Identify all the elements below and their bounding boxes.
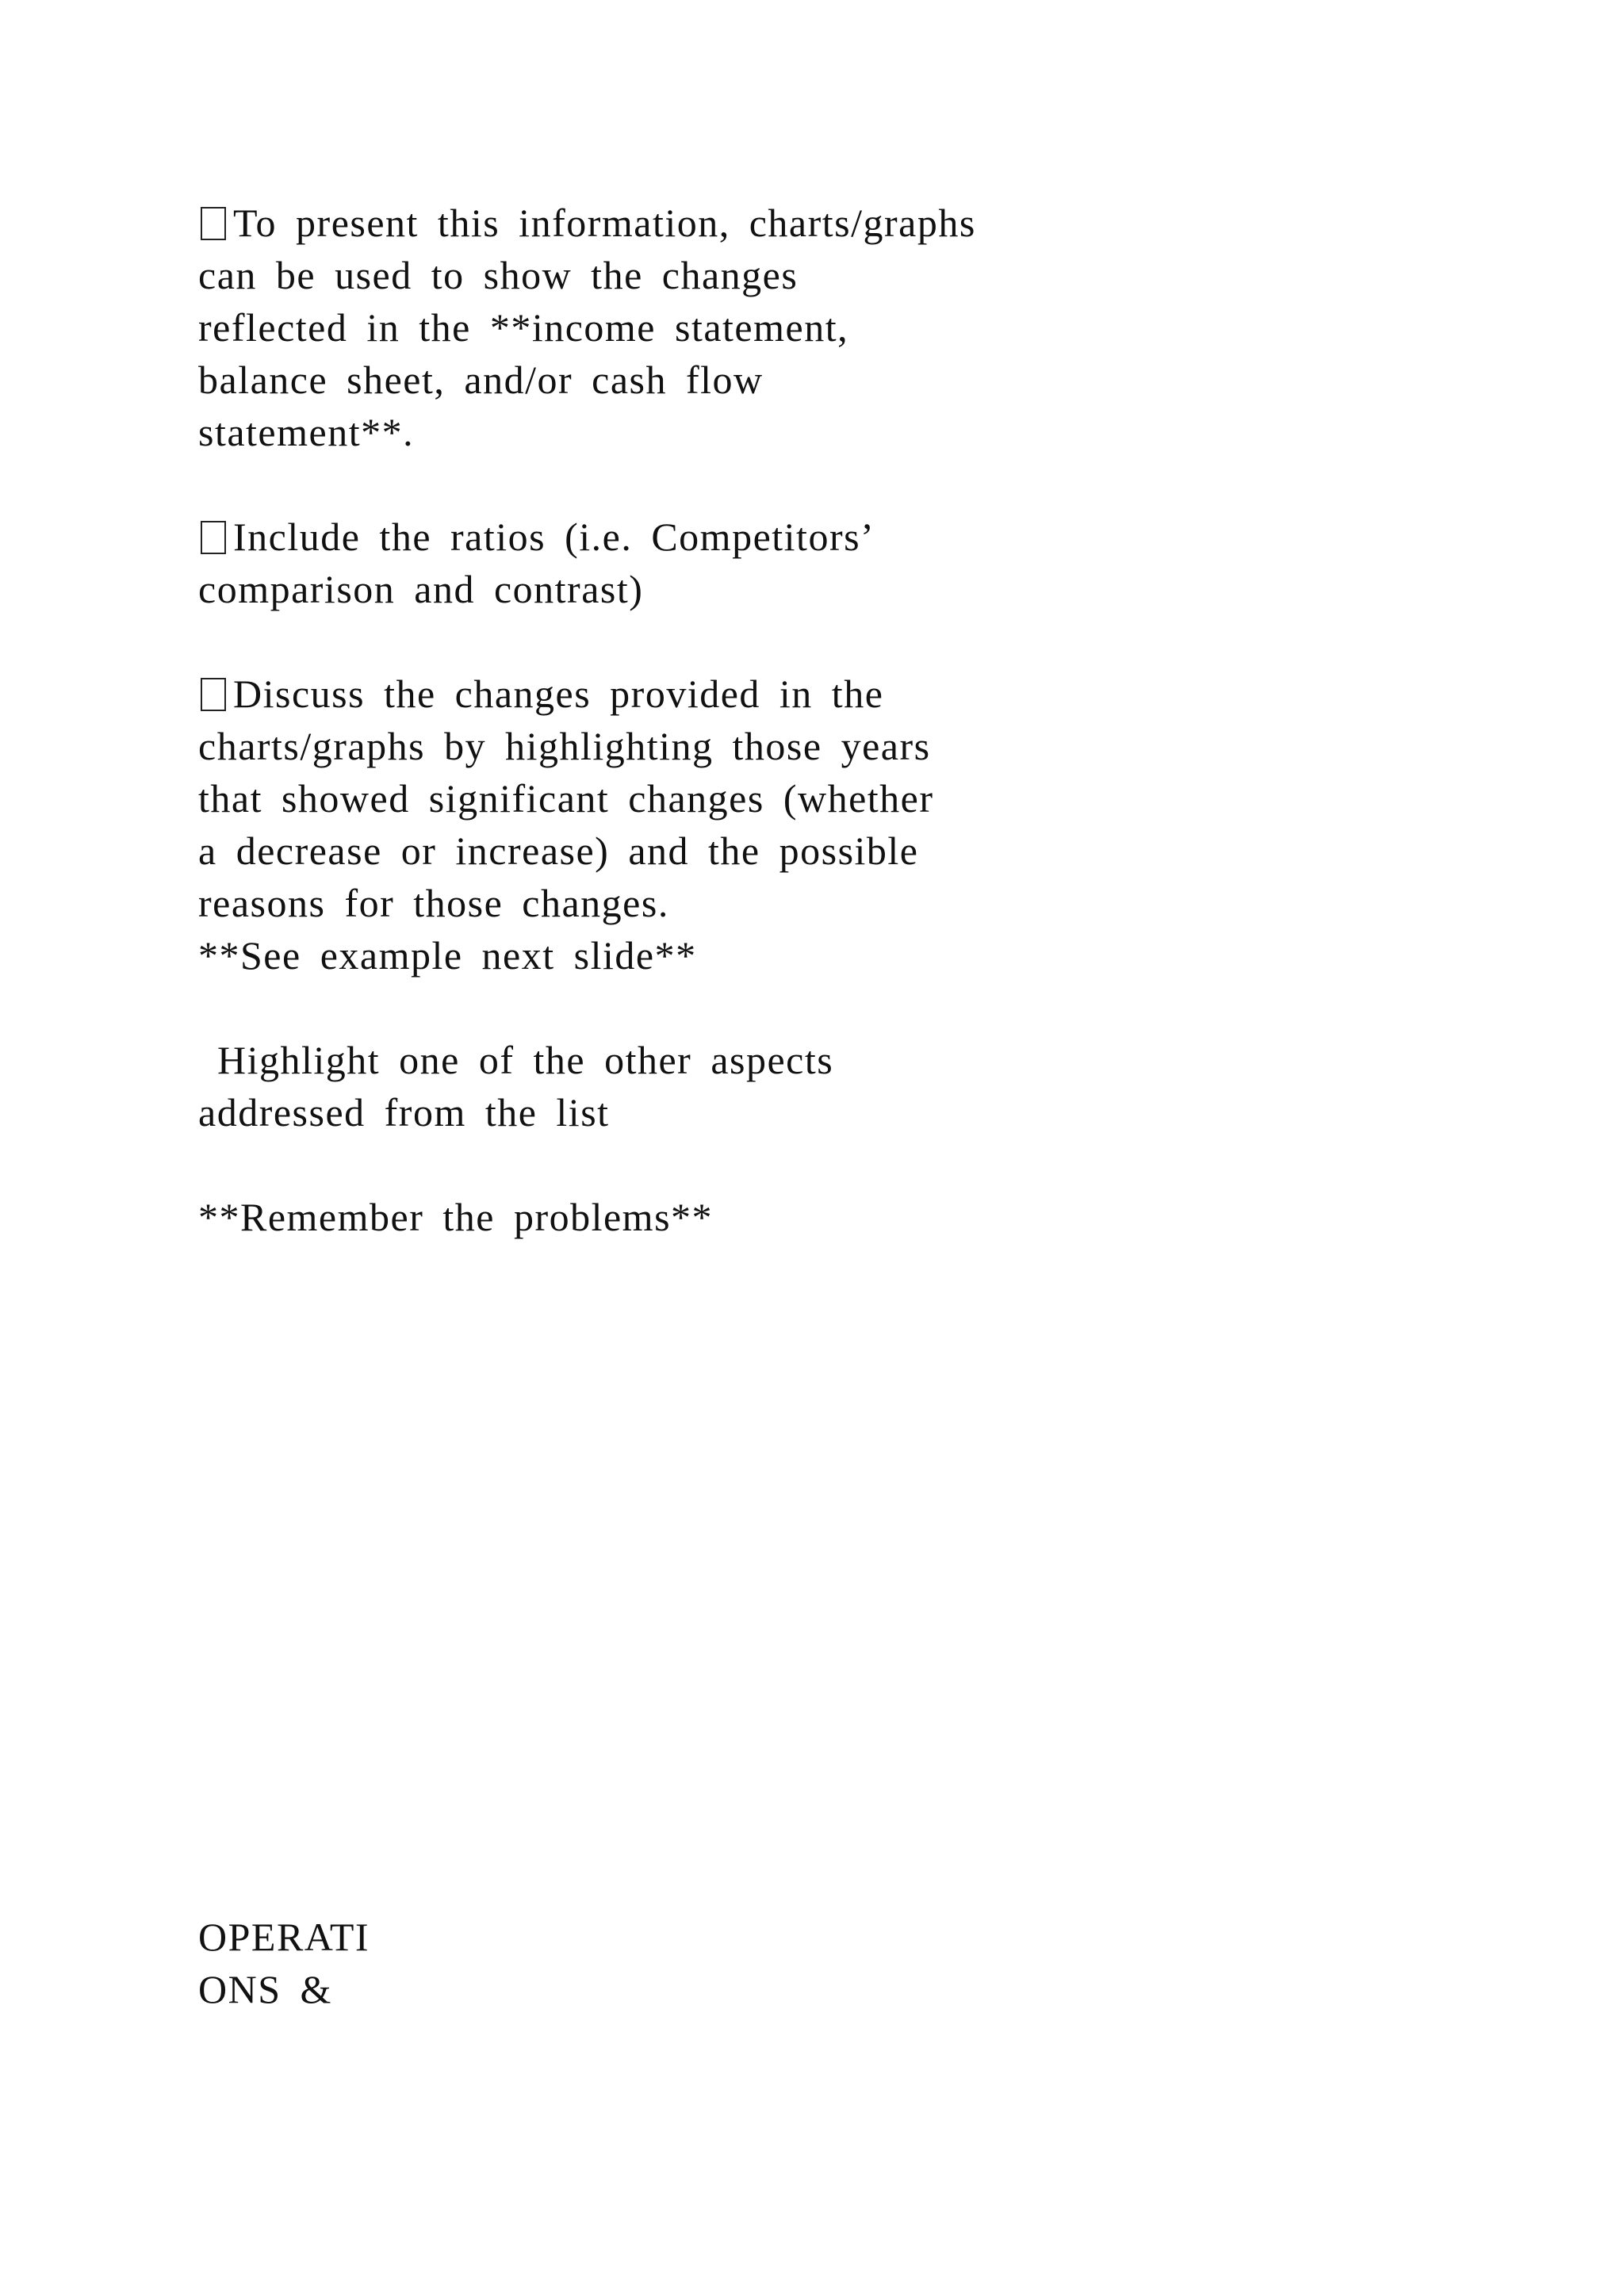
text-line: balance sheet, and/or cash flow [198, 358, 764, 402]
text-line: that showed significant changes (whether [198, 776, 934, 821]
text-line: **See example next slide** [198, 933, 697, 978]
text-line: comparison and contrast) [198, 567, 644, 611]
paragraph-ratios [198, 511, 1467, 615]
paragraph-remember [198, 1191, 1467, 1243]
section-heading-fragment [198, 1911, 370, 2015]
missing-glyph-box-icon [198, 201, 228, 236]
text-line: statement**. [198, 410, 415, 454]
text-line: To present this information, charts/graphs [198, 197, 1467, 249]
text-line: a decrease or increase) and the possible [198, 828, 919, 873]
text-line: can be used to show the changes [198, 253, 799, 297]
text-line: OPERATI [198, 1915, 370, 1959]
text-line: charts/graphs by highlighting those years [198, 724, 931, 768]
paragraph-discuss-changes [198, 668, 1467, 982]
text-line: ONS & [198, 1967, 332, 2011]
text-line: Discuss the changes provided in the [198, 668, 1467, 720]
missing-glyph-box-icon [198, 515, 228, 550]
paragraph-highlight-aspect [198, 1034, 1467, 1138]
text-line: addressed from the list [198, 1090, 610, 1135]
document-body [198, 197, 1467, 1295]
text-line: reasons for those changes. [198, 881, 669, 925]
text-line: reflected in the **income statement, [198, 305, 849, 350]
missing-glyph-box-icon [198, 672, 228, 707]
text-line: Include the ratios (i.e. Competitors’ [198, 511, 1467, 563]
paragraph-charts-graphs [198, 197, 1467, 458]
text-line: **Remember the problems** [198, 1195, 714, 1239]
text-line: Highlight one of the other aspects [198, 1038, 834, 1082]
